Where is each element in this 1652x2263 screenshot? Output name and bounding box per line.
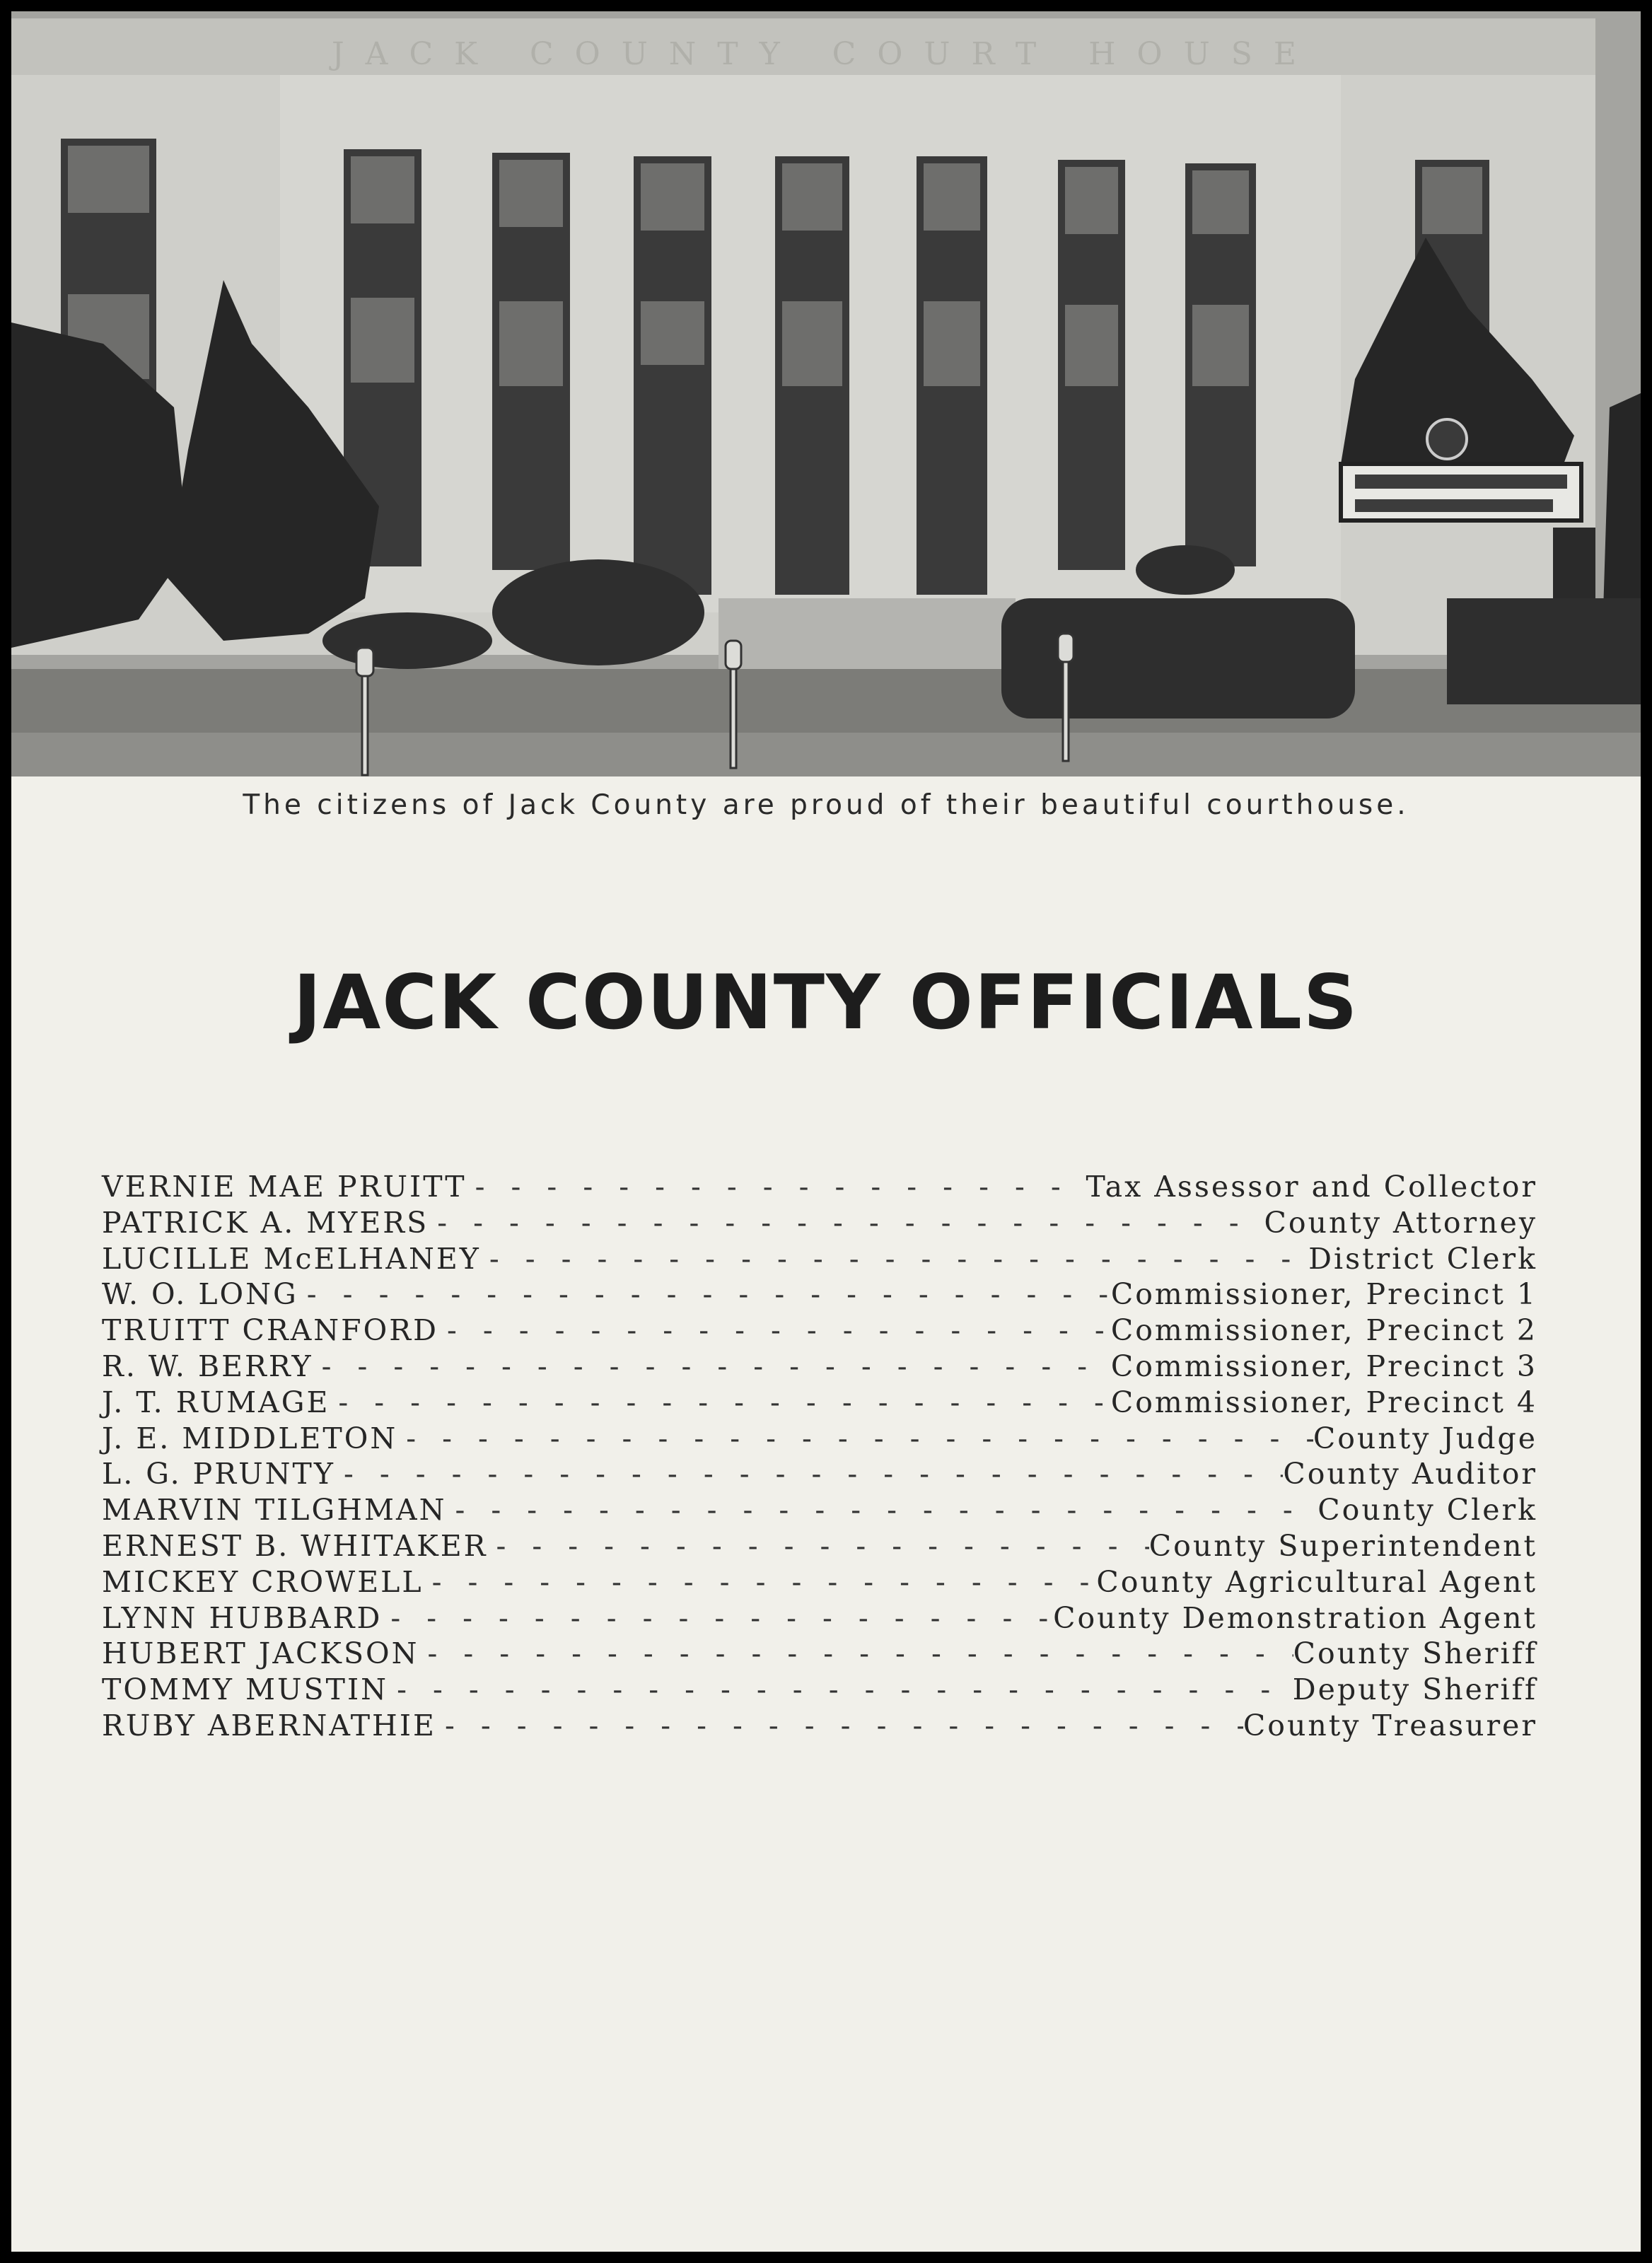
official-office: County Agricultural Agent — [1096, 1564, 1537, 1599]
official-name: HUBERT JACKSON — [102, 1636, 419, 1671]
dot-leader — [298, 1277, 1111, 1311]
page-title: JACK COUNTY OFFICIALS — [293, 959, 1359, 1046]
official-name: VERNIE MAE PRUITT — [102, 1170, 467, 1204]
official-name: J. T. RUMAGE — [102, 1385, 330, 1419]
dot-leader — [424, 1565, 1097, 1599]
official-name: J. E. MIDDLETON — [102, 1421, 398, 1455]
official-name: TRUITT CRANFORD — [102, 1313, 438, 1348]
official-office: Deputy Sheriff — [1292, 1672, 1537, 1707]
building-inscription: JACK COUNTY COURT HOUSE — [332, 36, 1317, 72]
official-row — [102, 1457, 1537, 1493]
official-row — [102, 1421, 1537, 1458]
official-name: L. G. PRUNTY — [102, 1457, 335, 1491]
official-row — [102, 1601, 1537, 1637]
official-office: County Demonstration Agent — [1053, 1600, 1537, 1635]
official-office: Tax Assessor and Collector — [1086, 1170, 1537, 1204]
official-name: TOMMY MUSTIN — [102, 1672, 389, 1707]
courthouse-photo — [11, 11, 1641, 776]
official-row — [102, 1242, 1537, 1278]
dot-leader — [335, 1457, 1283, 1491]
official-row — [102, 1493, 1537, 1529]
officials-list — [102, 1170, 1537, 1745]
dot-leader — [419, 1636, 1293, 1670]
official-office: Commissioner, Precinct 3 — [1110, 1349, 1537, 1383]
marquee-line-1 — [1355, 475, 1567, 489]
official-name: PATRICK A. MYERS — [102, 1205, 429, 1240]
official-row — [102, 1672, 1537, 1709]
dot-leader — [382, 1601, 1053, 1635]
official-row — [102, 1385, 1537, 1421]
official-name: ERNEST B. WHITAKER — [102, 1528, 488, 1563]
emblem-icon — [1427, 419, 1467, 459]
official-name: LYNN HUBBARD — [102, 1600, 383, 1635]
official-row — [102, 1565, 1537, 1601]
official-name: MARVIN TILGHMAN — [102, 1493, 447, 1528]
official-row — [102, 1529, 1537, 1565]
dot-leader — [436, 1709, 1243, 1743]
dot-leader — [429, 1206, 1264, 1240]
dot-leader — [388, 1672, 1293, 1706]
official-office: Commissioner, Precinct 4 — [1110, 1385, 1537, 1419]
official-office: Commissioner, Precinct 2 — [1110, 1313, 1537, 1348]
official-office: District Clerk — [1308, 1241, 1537, 1276]
official-row — [102, 1636, 1537, 1672]
official-row — [102, 1206, 1537, 1242]
official-row — [102, 1349, 1537, 1385]
official-office: County Attorney — [1264, 1205, 1537, 1240]
dot-leader — [330, 1385, 1110, 1419]
official-name: MICKEY CROWELL — [102, 1564, 424, 1599]
dot-leader — [467, 1170, 1086, 1204]
dot-leader — [481, 1242, 1308, 1276]
historical-marker — [1553, 528, 1595, 598]
front-steps — [719, 598, 1016, 669]
sidewalk — [11, 733, 1641, 776]
dot-leader — [438, 1313, 1111, 1347]
official-name: R. W. BERRY — [102, 1349, 313, 1383]
official-office: County Superintendent — [1148, 1528, 1537, 1563]
official-office: County Treasurer — [1243, 1708, 1537, 1743]
official-name: RUBY ABERNATHIE — [102, 1708, 436, 1743]
official-office: County Judge — [1313, 1421, 1537, 1455]
official-office: County Sheriff — [1293, 1636, 1537, 1671]
official-office: County Auditor — [1283, 1457, 1537, 1491]
official-row — [102, 1313, 1537, 1349]
marquee-line-2 — [1355, 499, 1553, 512]
photo-caption: The citizens of Jack County are proud of their beautiful courthouse. — [243, 789, 1409, 821]
official-row — [102, 1709, 1537, 1745]
official-office: County Clerk — [1317, 1493, 1537, 1528]
dot-leader — [488, 1529, 1149, 1563]
official-row — [102, 1277, 1537, 1313]
dot-leader — [397, 1421, 1313, 1455]
yearbook-page — [11, 11, 1641, 2252]
courthouse-illustration — [11, 11, 1641, 776]
official-row — [102, 1170, 1537, 1206]
dot-leader — [446, 1493, 1317, 1527]
official-office: Commissioner, Precinct 1 — [1110, 1277, 1537, 1312]
dot-leader — [313, 1349, 1111, 1383]
official-name: LUCILLE McELHANEY — [102, 1241, 481, 1276]
official-name: W. O. LONG — [102, 1277, 298, 1312]
